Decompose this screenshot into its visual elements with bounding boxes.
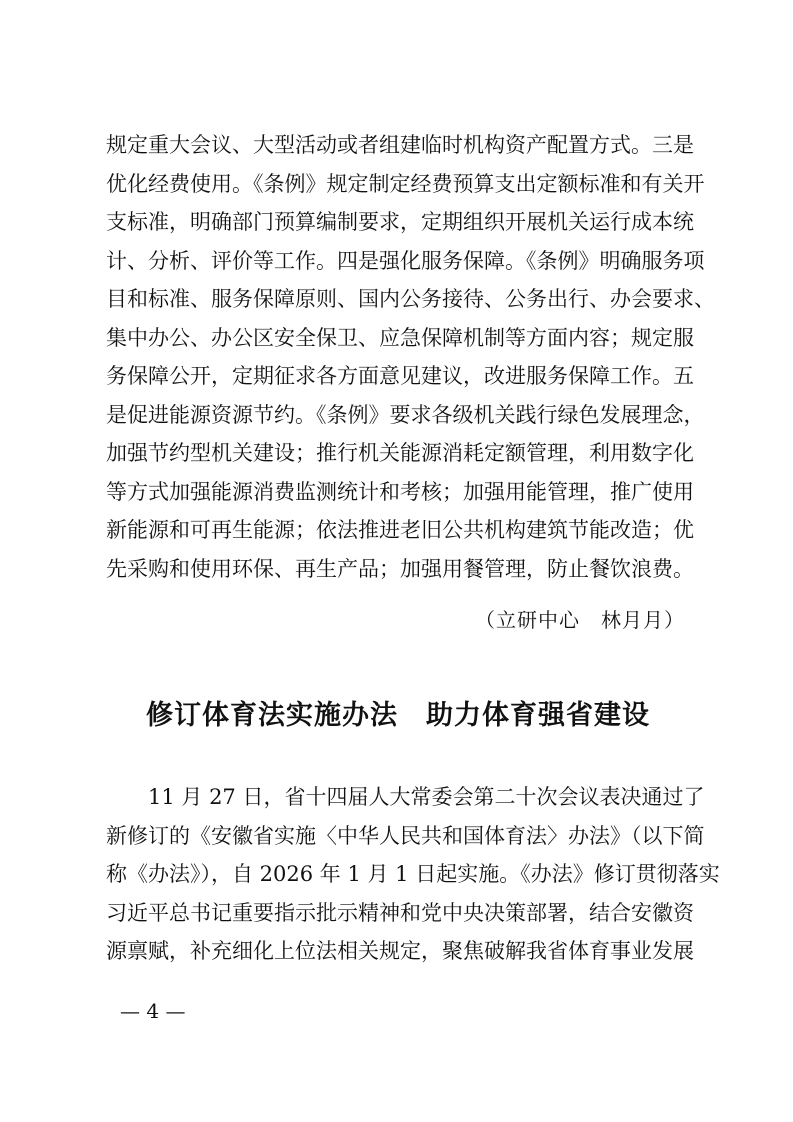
previous-article-body — [106, 126, 715, 588]
body-line: 11 月 27 日，省十四届人大常委会第二十次会议表决通过了 — [148, 785, 705, 809]
body-line: 目和标准、服务保障原则、国内公务接待、公务出行、办会要求、 — [106, 287, 715, 311]
body-line: 优化经费使用。《条例》规定制定经费预算支出定额标准和有关开 — [106, 171, 705, 196]
body-line: 源禀赋，补充细化上位法相关规定，聚焦破解我省体育事业发展 — [106, 939, 694, 963]
body-line: 称《办法》），自 2026 年 1 月 1 日起实施。《办法》修订贯彻落实 — [106, 862, 720, 886]
body-line: 等方式加强能源消费监测统计和考核；加强用能管理，推广使用 — [106, 479, 694, 504]
body-line: 先采购和使用环保、再生产品；加强用餐管理，防止餐饮浪费。 — [106, 556, 694, 581]
body-line: 集中办公、办公区安全保卫、应急保障机制等方面内容；规定服 — [106, 325, 694, 350]
body-line: 规定重大会议、大型活动或者组建临时机构资产配置方式。三是 — [106, 133, 694, 157]
body-line: 加强节约型机关建设；推行机关能源消耗定额管理，利用数字化 — [106, 441, 694, 465]
body-line: 务保障公开，定期征求各方面意见建议，改进服务保障工作。五 — [106, 364, 694, 388]
body-line: 新能源和可再生能源；依法推进老旧公共机构建筑节能改造；优 — [106, 518, 694, 542]
author-byline: （立研中心 林月月） — [475, 608, 685, 632]
article-title: 修订体育法实施办法 助力体育强省建设 — [146, 700, 650, 731]
body-line: 新修订的《安徽省实施〈中华人民共和国体育法〉办法》（以下简 — [106, 823, 705, 848]
article-body — [106, 778, 720, 971]
body-line: 支标准，明确部门预算编制要求，定期组织开展机关运行成本统 — [106, 210, 694, 234]
body-line: 计、分析、评价等工作。四是强化服务保障。《条例》明确服务项 — [106, 248, 705, 273]
page-number: — 4 — — [120, 999, 186, 1023]
body-line: 是促进能源资源节约。《条例》要求各级机关践行绿色发展理念， — [106, 402, 705, 427]
body-line: 习近平总书记重要指示批示精神和党中央决策部署，结合安徽资 — [106, 900, 694, 925]
